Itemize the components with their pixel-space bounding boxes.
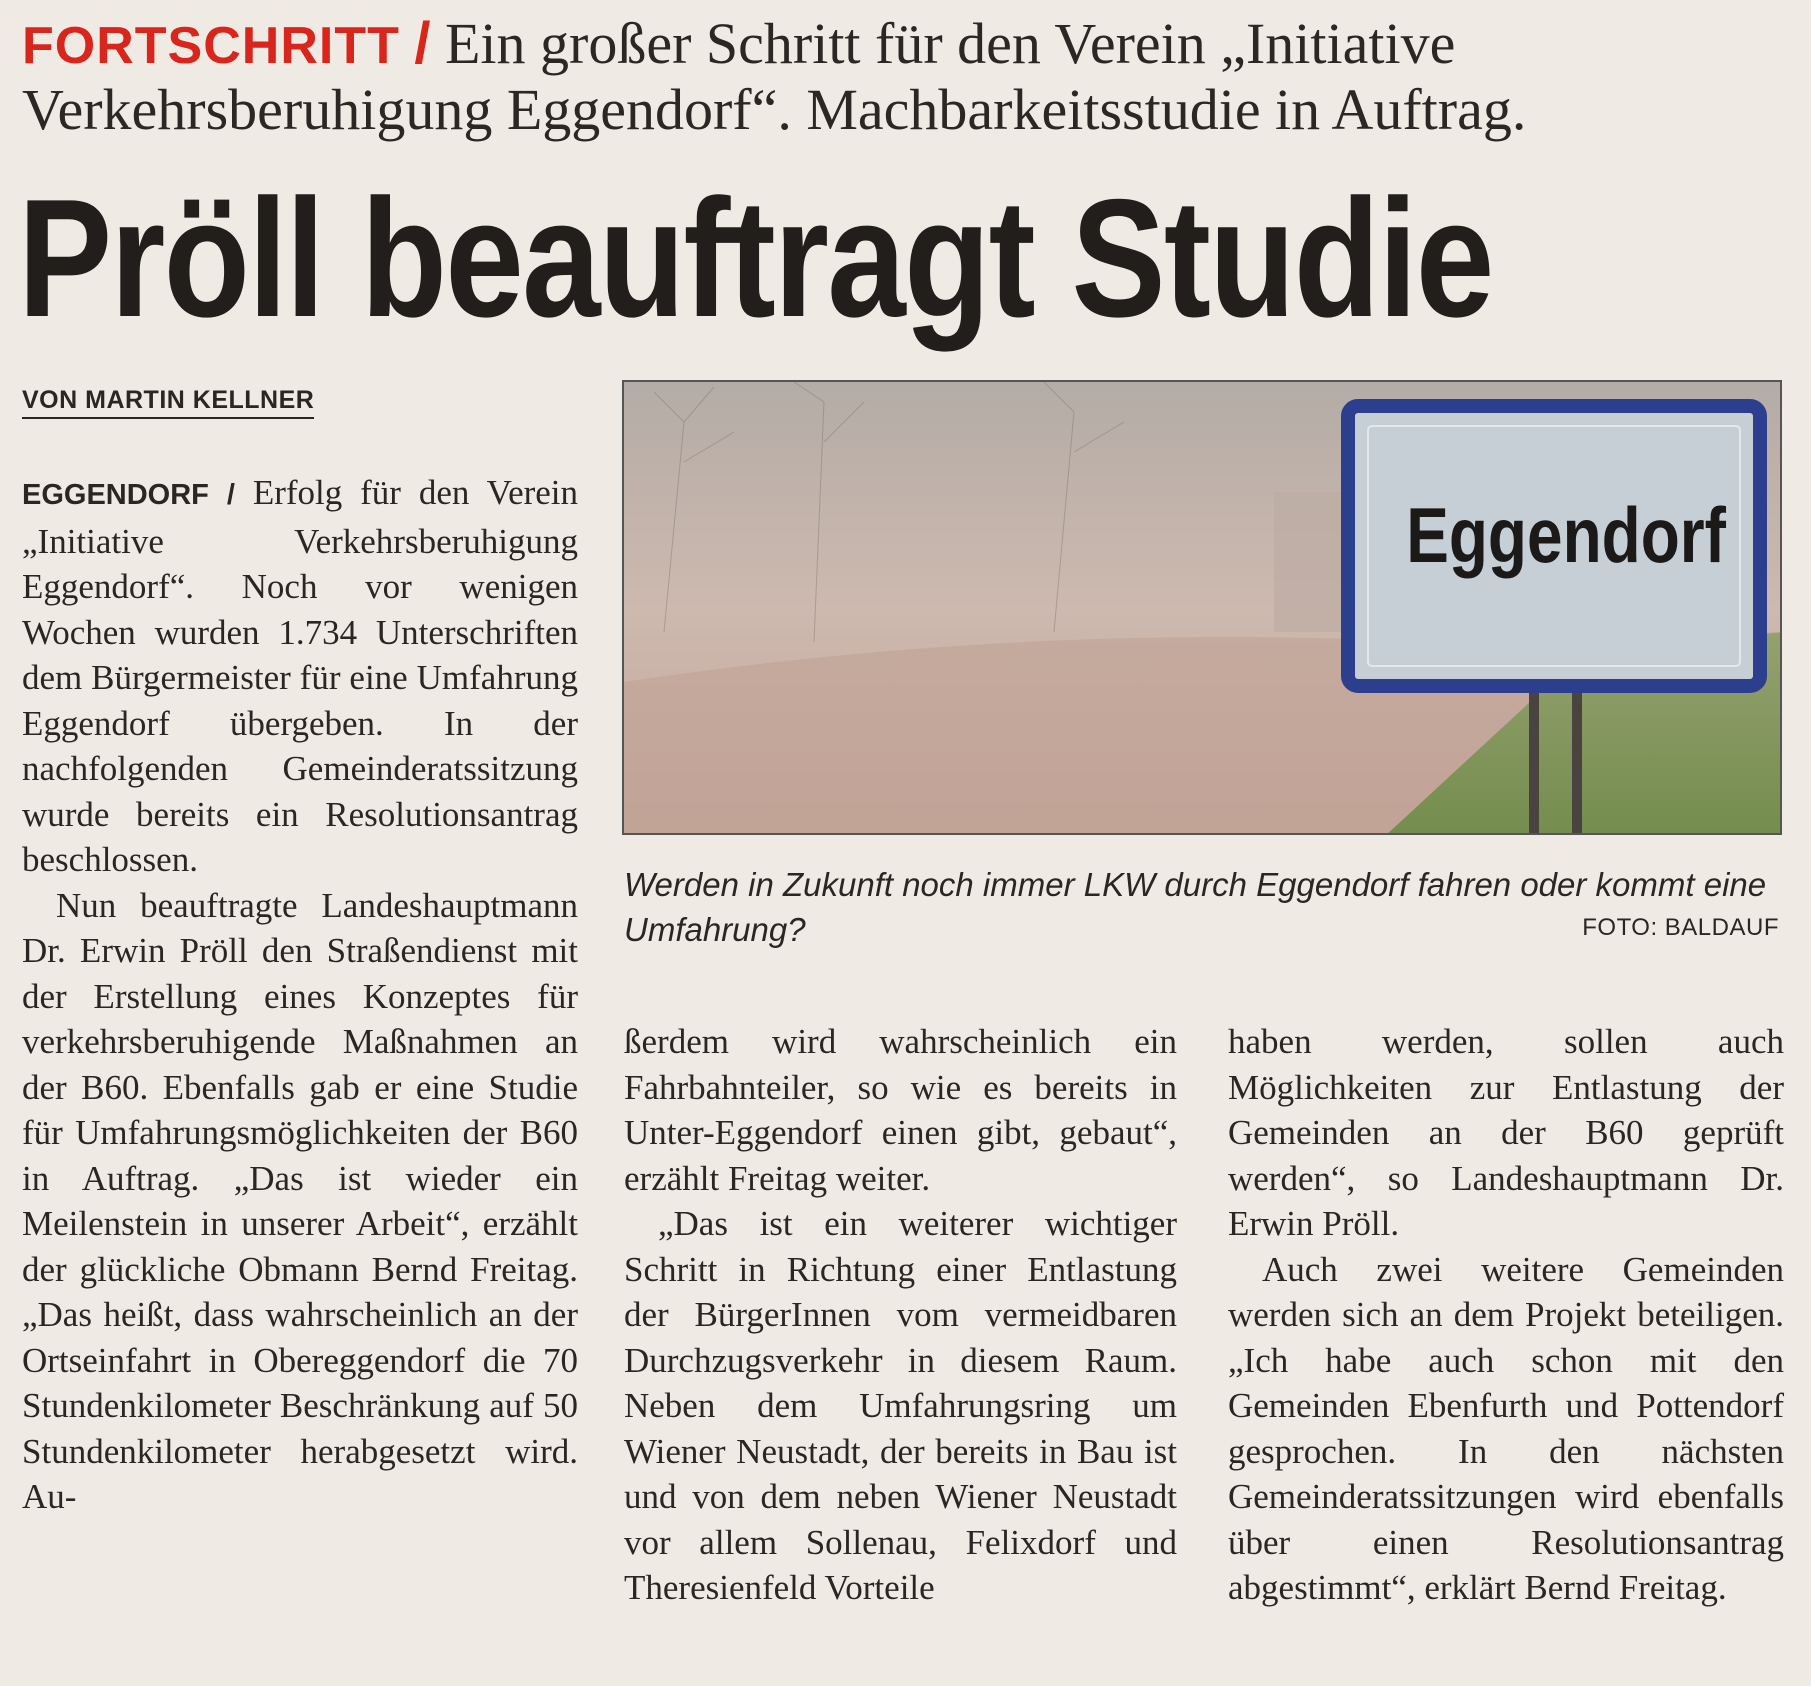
dateline: EGGENDORF <box>22 479 209 511</box>
paragraph: ßerdem wird wahrscheinlich ein Fahrbahnteiler, so wie es bereits in Unter-Eggendorf einen gibt, gebaut“, erzählt Freitag weiter. <box>624 1022 1177 1198</box>
paragraph: haben werden, sollen auch Möglichkeiten zur Entlastung der Gemeinden an der B60 geprüft werden“, so Landeshauptmann Dr. Erwin Pröll. <box>1228 1022 1784 1243</box>
dateline-separator: / <box>226 479 235 511</box>
photo-caption: Werden in Zukunft noch immer LKW durch Eggendorf fahren oder kommt eine Umfahrung? <box>624 866 1767 948</box>
sign-post-left <box>1529 682 1539 835</box>
kicker <box>22 12 1782 142</box>
paragraph: „Das ist ein weiterer wichtiger Schritt in Richtung einer Entlastung der BürgerInnen vom vermeidbaren Durchzugsverkehr in diesem Raum. Neben dem Umfahrungsring um Wiener Neustadt, der bereits in Bau ist und von dem neben Wiener Neustadt vor allem Sollenau, Felixdorf und Theresienfeld Vorteile <box>624 1204 1177 1607</box>
article-column-3 <box>1228 1019 1784 1611</box>
paragraph <box>22 470 578 883</box>
sign-post-right <box>1572 682 1582 835</box>
photo-credit: FOTO: BALDAUF <box>1582 914 1779 941</box>
article-column-2 <box>624 1019 1177 1611</box>
kicker-label: FORTSCHRITT <box>22 17 400 75</box>
paragraph-text: Erfolg für den Verein „Initiative Verkehrsberuhigung Eggendorf“. Noch vor wenigen Wochen wurden 1.734 Unterschriften dem Bürgermeister für eine Umfahrung Eggendorf übergeben. In der nachfolgenden Gemeinderatssitzung wurde bereits ein Resolutionsantrag beschlossen. <box>22 473 579 879</box>
kicker-text: Ein großer Schritt für den Verein „Initiative Verkehrsberuhigung Eggendorf“. Machbarkeitsstudie in Auftrag. <box>22 11 1527 142</box>
article-photo <box>622 380 1782 835</box>
byline: VON MARTIN KELLNER <box>22 386 314 419</box>
photo-scene <box>624 382 1782 835</box>
paragraph: Auch zwei weitere Gemeinden werden sich an dem Projekt beteiligen. „Ich habe auch schon mit den Gemeinden Ebenfurth und Pottendorf gesprochen. In den nächsten Gemeinderatssitzungen wird ebenfalls über einen Resolutionsantrag abgestimmt“, erklärt Bernd Freitag. <box>1228 1249 1784 1607</box>
headline: Pröll beauftragt Studie <box>18 164 1493 352</box>
town-sign-text: Eggendorf <box>1406 491 1726 579</box>
article-column-1 <box>22 470 578 1520</box>
kicker-separator: / <box>414 11 431 76</box>
paragraph: Nun beauftragte Landeshauptmann Dr. Erwin Pröll den Straßendienst mit der Erstellung eines Konzeptes für verkehrsberuhigende Maßnahmen an der B60. Ebenfalls gab er eine Studie für Umfahrungsmöglichkeiten der B60 in Auftrag. „Das ist wieder ein Meilenstein in unserer Arbeit“, erzählt der glückliche Obmann Bernd Freitag. „Das heißt, dass wahrscheinlich an der Ortseinfahrt in Obereggendorf die 70 Stundenkilometer Beschränkung auf 50 Stundenkilometer herabgesetzt wird. Au- <box>22 885 578 1516</box>
